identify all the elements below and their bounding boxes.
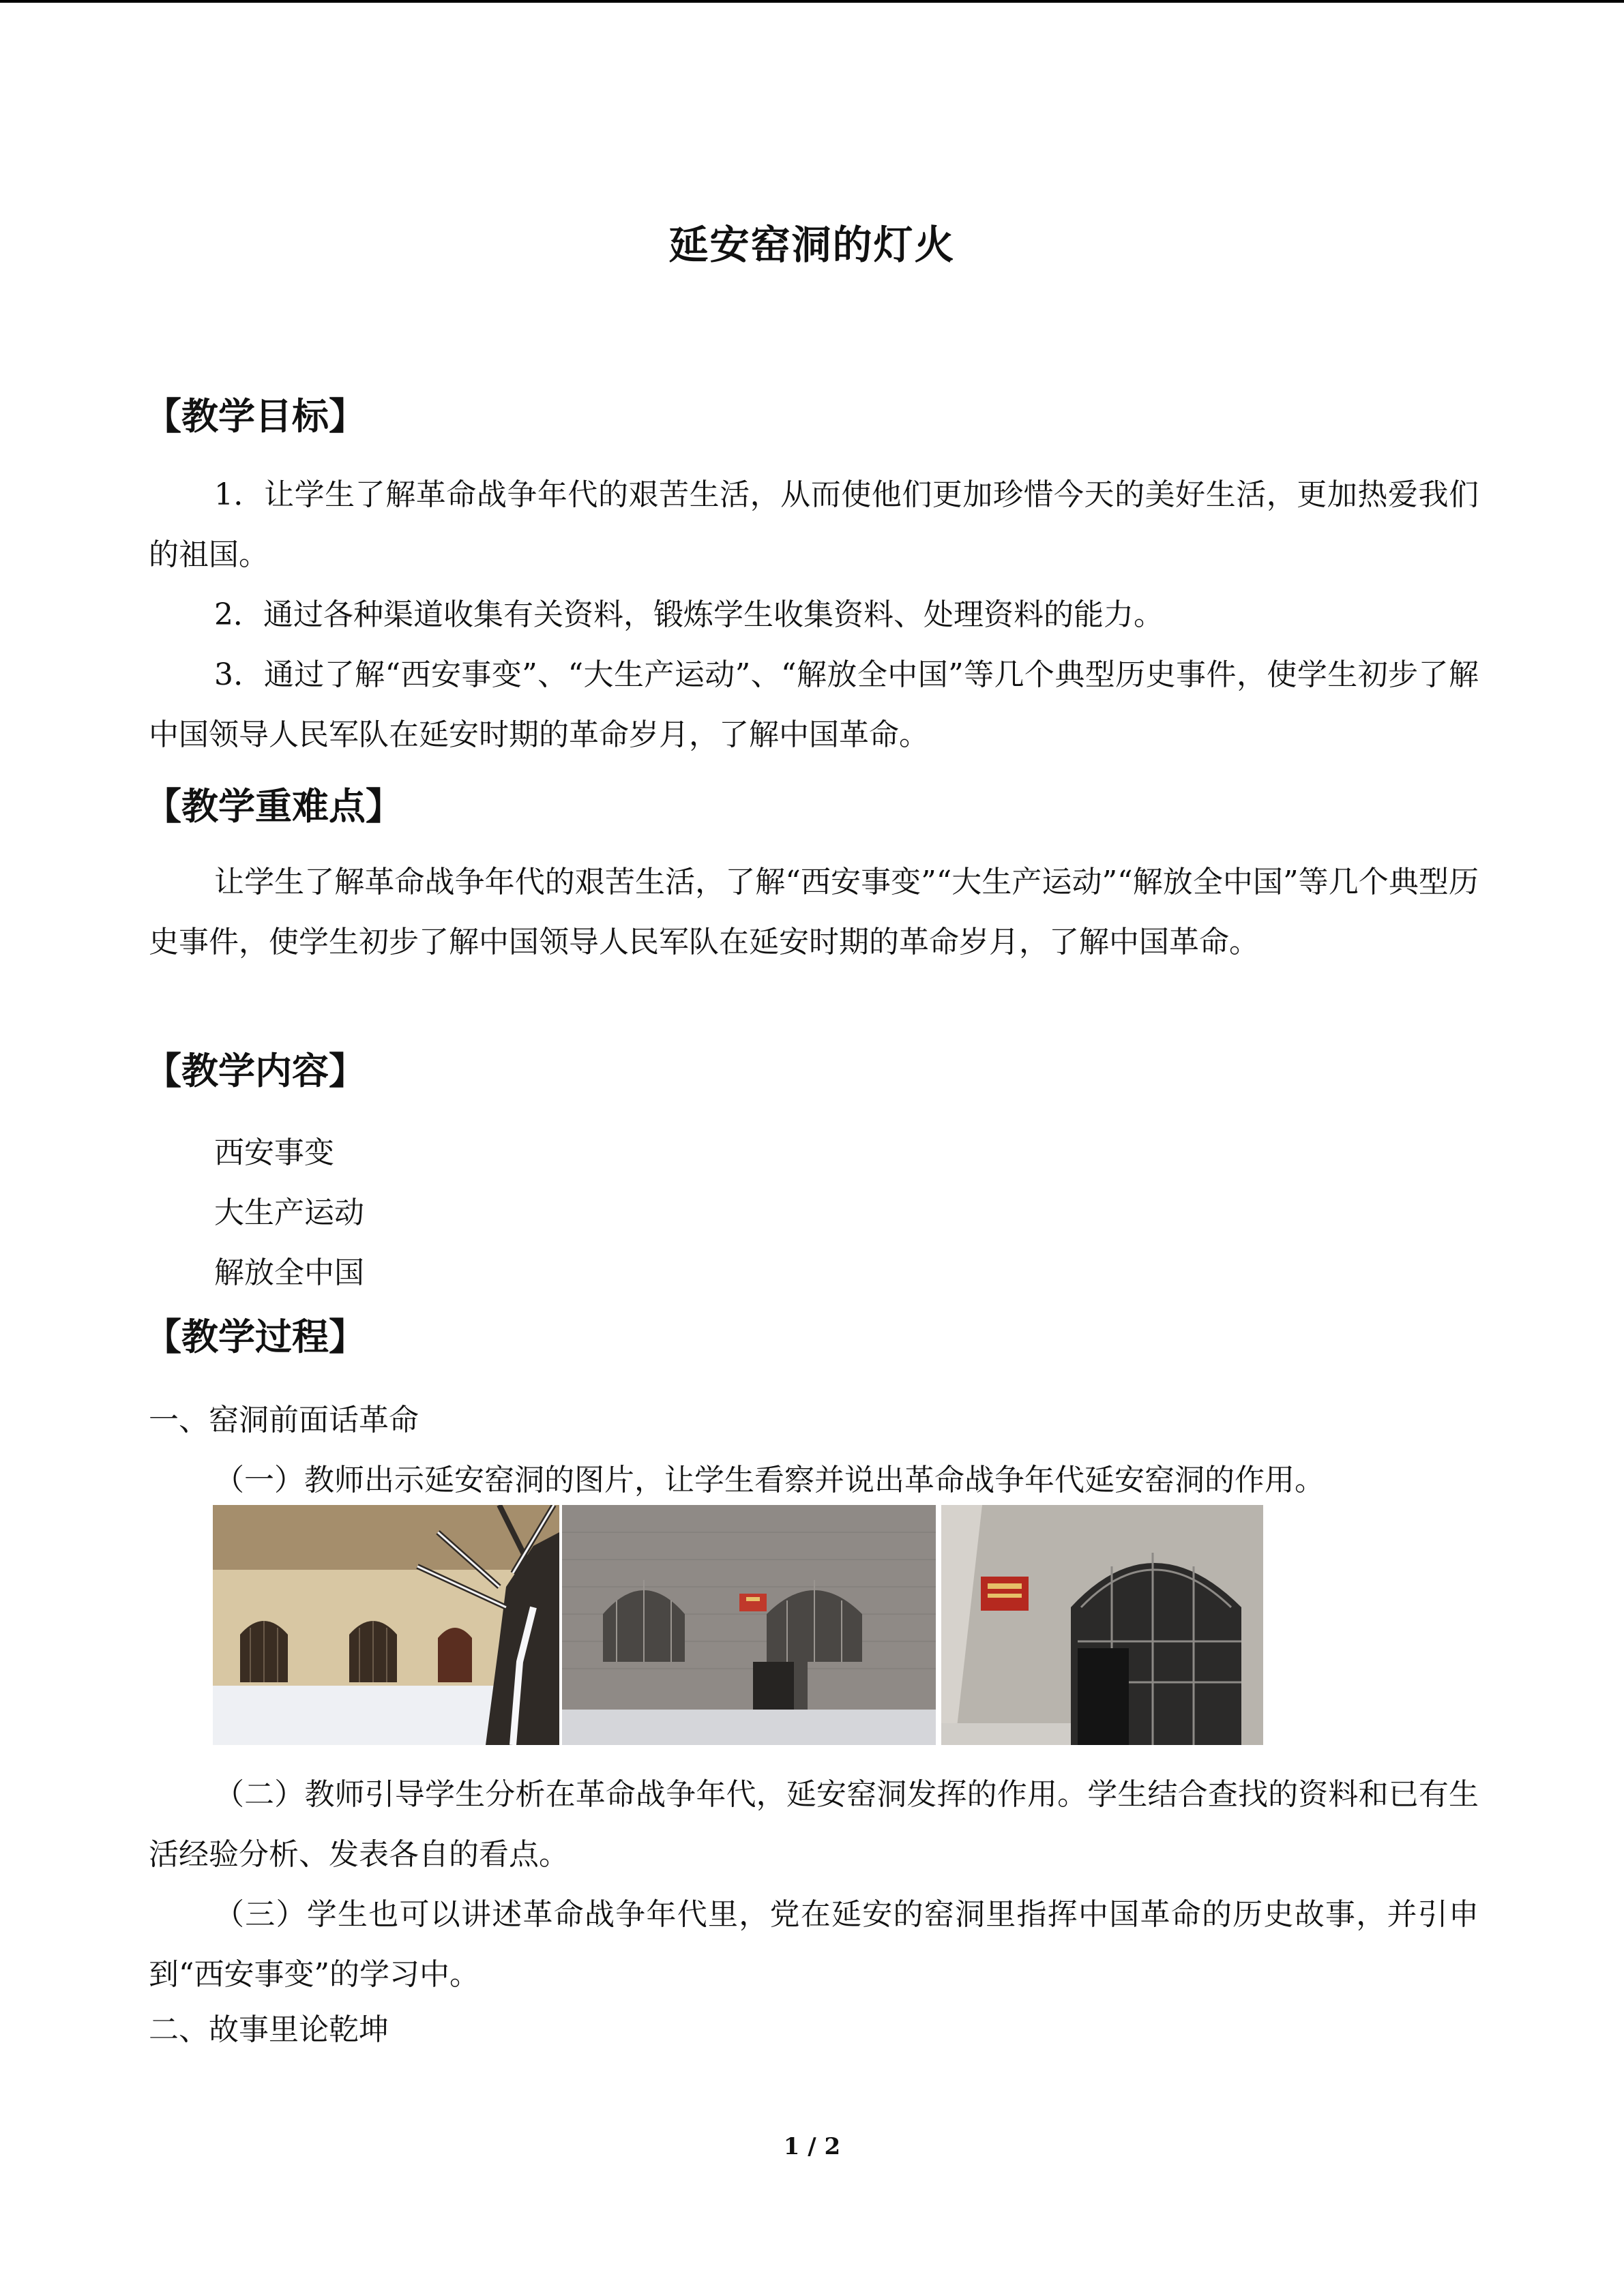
content-item-3: 解放全中国 (214, 1255, 364, 1290)
content-item-1: 西安事变 (214, 1135, 334, 1170)
process-step3: （三）学生也可以讲述革命战争年代里，党在延安的窑洞里指挥中国革命的历史故事，并引申到“西安事变”的学习中。 (149, 1897, 1479, 1992)
process-step1: （一）教师出示延安窑洞的图片，让学生看察并说出革命战争年代延安窑洞的作用。 (214, 1463, 1325, 1497)
cave-photo-snow (213, 1505, 559, 1745)
key-points-text: 让学生了解革命战争年代的艰苦生活，了解“西安事变”“大生产运动”“解放全中国”等几个典型历史事件，使学生初步了解中国领导人民军队在延安时期的革命岁月，了解中国革命。 (149, 865, 1479, 959)
content-heading: 【教学内容】 (145, 1049, 366, 1092)
process-part1-title: 一、窑洞前面话革命 (149, 1403, 419, 1437)
page-number: 1 / 2 (783, 2133, 841, 2160)
cave-dwelling-photos (213, 1505, 1263, 1745)
page-title: 延安窑洞的灯火 (668, 222, 956, 268)
goal-item-2: 2．通过各种渠道收集有关资料，锻炼学生收集资料、处理资料的能力。 (214, 597, 1164, 632)
content-item-2: 大生产运动 (214, 1195, 364, 1230)
goal-item-1: 1．让学生了解革命战争年代的艰苦生活，从而使他们更加珍惜今天的美好生活，更加热爱我们的祖国。 (149, 477, 1479, 572)
goal-item-3: 3．通过了解“西安事变”、“大生产运动”、“解放全中国”等几个典型历史事件，使学生初步了解中国领导人民军队在延安时期的革命岁月，了解中国革命。 (149, 657, 1479, 752)
process-heading: 【教学过程】 (145, 1315, 366, 1358)
process-part2-title: 二、故事里论乾坤 (149, 2012, 389, 2047)
process-step2: （二）教师引导学生分析在革命战争年代，延安窑洞发挥的作用。学生结合查找的资料和已有生活经验分析、发表各自的看点。 (149, 1777, 1479, 1872)
goals-heading: 【教学目标】 (145, 395, 366, 438)
cave-photo-doorway (941, 1505, 1263, 1745)
cave-photo-brick (562, 1505, 936, 1745)
key-points-heading: 【教学重难点】 (145, 785, 402, 828)
